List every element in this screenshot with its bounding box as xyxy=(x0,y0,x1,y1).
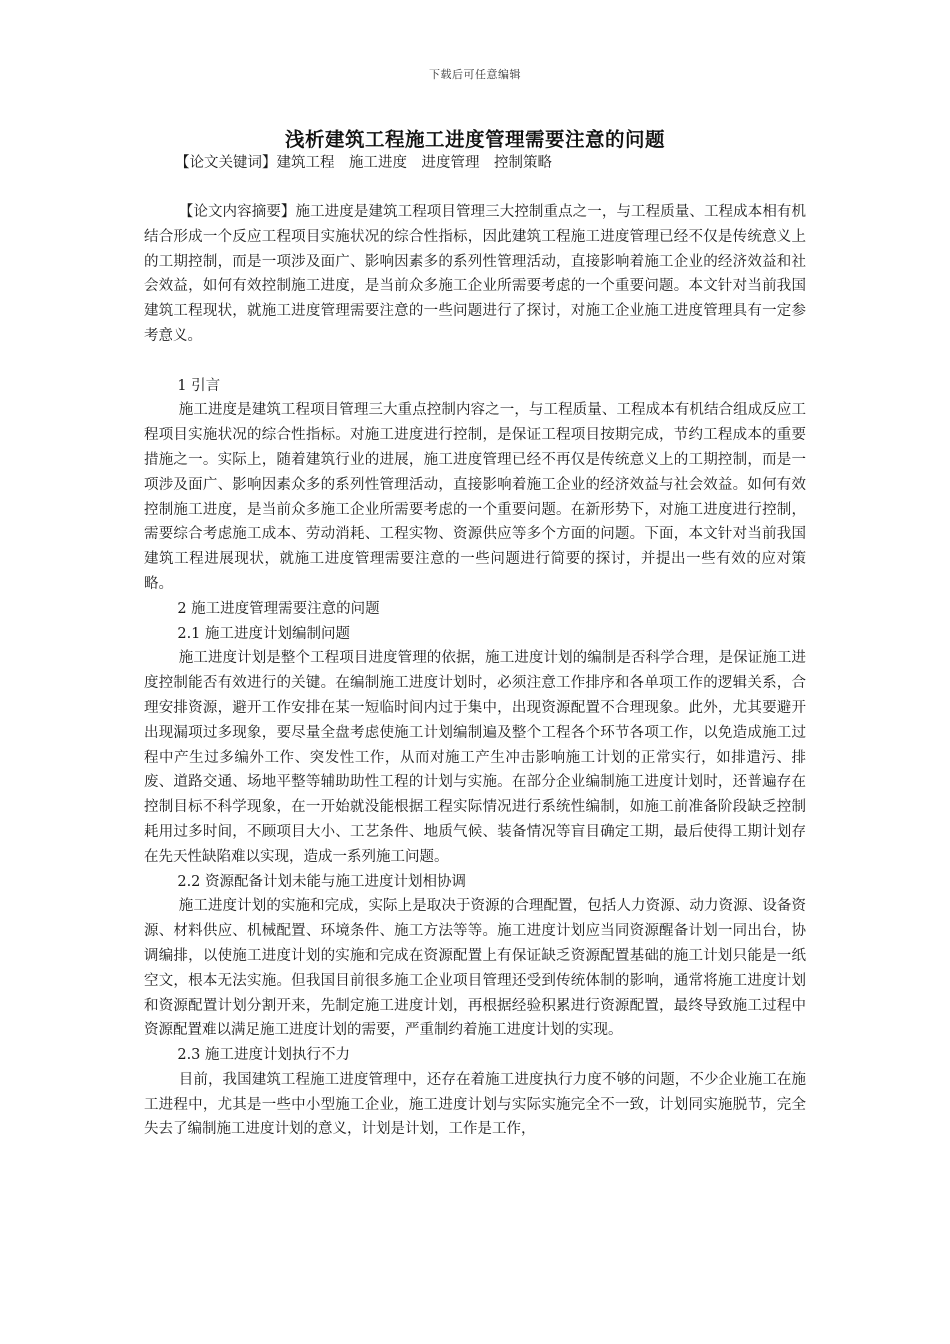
keywords-line: 【论文关键词】建筑工程 施工进度 进度管理 控制策略 xyxy=(175,155,552,171)
section-1-heading: 1 引言 xyxy=(177,377,221,394)
section-2-1-heading: 2.1 施工进度计划编制问题 xyxy=(177,625,351,642)
section-2-2-paragraph: 施工进度计划的实施和完成，实际上是取决于资源的合理配置，包括人力资源、动力资源、设备资源、材料供应、机械配置、环境条件、施工方法等等。施工进度计划应当同资源醒备计划一同出台，协调编排，以使施工进度计划的实施和完成在资源配置上有保证缺乏资源配置基础的施工计划只能是一纸空文，根本无法实施。但我国目前很多施工企业项目管理还受到传统体制的影响，通常将施工进度计划和资源配置计划分割开来，先制定施工进度计划，再根据经验积累进行资源配置，最终导致施工过程中资源配置难以满足施工进度计划的需要，严重制约着施工进度计划的实现。 xyxy=(144,898,806,1039)
page-header-note: 下载后可任意编辑 xyxy=(429,68,521,81)
document-body xyxy=(144,200,806,1142)
section-2-heading: 2 施工进度管理需要注意的问题 xyxy=(177,600,380,617)
abstract-paragraph: 【论文内容摘要】施工进度是建筑工程项目管理三大控制重点之一，与工程质量、工程成本相有机结合形成一个反应工程项目实施状况的综合性指标，因此建筑工程施工进度管理已经不仅是传统意义上的工期控制，而是一项涉及面广、影响因素多的系列性管理活动，直接影响着施工企业的经济效益和社会效益，如何有效控制施工进度，是当前众多施工企业所需要考虑的一个重要问题。本文针对当前我国建筑工程现状，就施工进度管理需要注意的一些问题进行了探讨，对施工企业施工进度管理具有一定参考意义。 xyxy=(144,204,806,344)
paragraph-spacer xyxy=(144,349,806,374)
section-2-1-paragraph: 施工进度计划是整个工程项目进度管理的依据，施工进度计划的编制是否科学合理，是保证施工进度控制能否有效进行的关键。在编制施工进度计划时，必须注意工作排序和各单项工作的逻辑关系，合理安排资源，避开工作安排在某一短临时间内过于集中，出现资源配置不合理现象。此外，尤其要避开出现漏项过多现象，要尽量全盘考虑使施工计划编制遍及整个工程各个环节各项工作，以免造成施工过程中产生过多编外工作、突发性工作，从而对施工产生冲击影响施工计划的正常实行，如排遣污、排废、道路交通、场地平整等辅助助性工程的计划与实施。在部分企业编制施工进度计划时，还普遍存在控制目标不科学现象，在一开始就没能根据工程实际情况进行系统性编制，如施工前准备阶段缺乏控制耗用过多时间，不顾项目大小、工艺条件、地质气候、装备情况等盲目确定工期，最后使得工期计划存在先天性缺陷难以实现，造成一系列施工问题。 xyxy=(144,650,806,865)
section-2-3-paragraph: 目前，我国建筑工程施工进度管理中，还存在着施工进度执行力度不够的问题，不少企业施工在施工进程中，尤其是一些中小型施工企业，施工进度计划与实际实施完全不一致，计划同实施脱节，完全失去了编制施工进度计划的意义，计划是计划，工作是工作， xyxy=(144,1071,806,1138)
section-2-3-heading: 2.3 施工进度计划执行不力 xyxy=(177,1047,351,1064)
section-1-paragraph: 施工进度是建筑工程项目管理三大重点控制内容之一，与工程质量、工程成本有机结合组成反应工程项目实施状况的综合性指标。对施工进度进行控制，是保证工程项目按期完成，节约工程成本的重要措施之一。实际上，随着建筑行业的进展，施工进度管理已经不再仅是传统意义上的工期控制，而是一项涉及面广、影响因素众多的系列性管理活动，直接影响着施工企业的经济效益与社会效益。如何有效控制施工进度，是当前众多施工企业所需要考虑的一个重要问题。在新形势下，对施工进度进行控制，需要综合考虑施工成本、劳动消耗、工程实物、资源供应等多个方面的问题。下面，本文针对当前我国建筑工程进展现状，就施工进度管理需要注意的一些问题进行简要的探讨，并提出一些有效的应对策略。 xyxy=(144,402,806,592)
document-title: 浅析建筑工程施工进度管理需要注意的问题 xyxy=(284,128,665,151)
section-2-2-heading: 2.2 资源配备计划未能与施工进度计划相协调 xyxy=(177,873,467,890)
